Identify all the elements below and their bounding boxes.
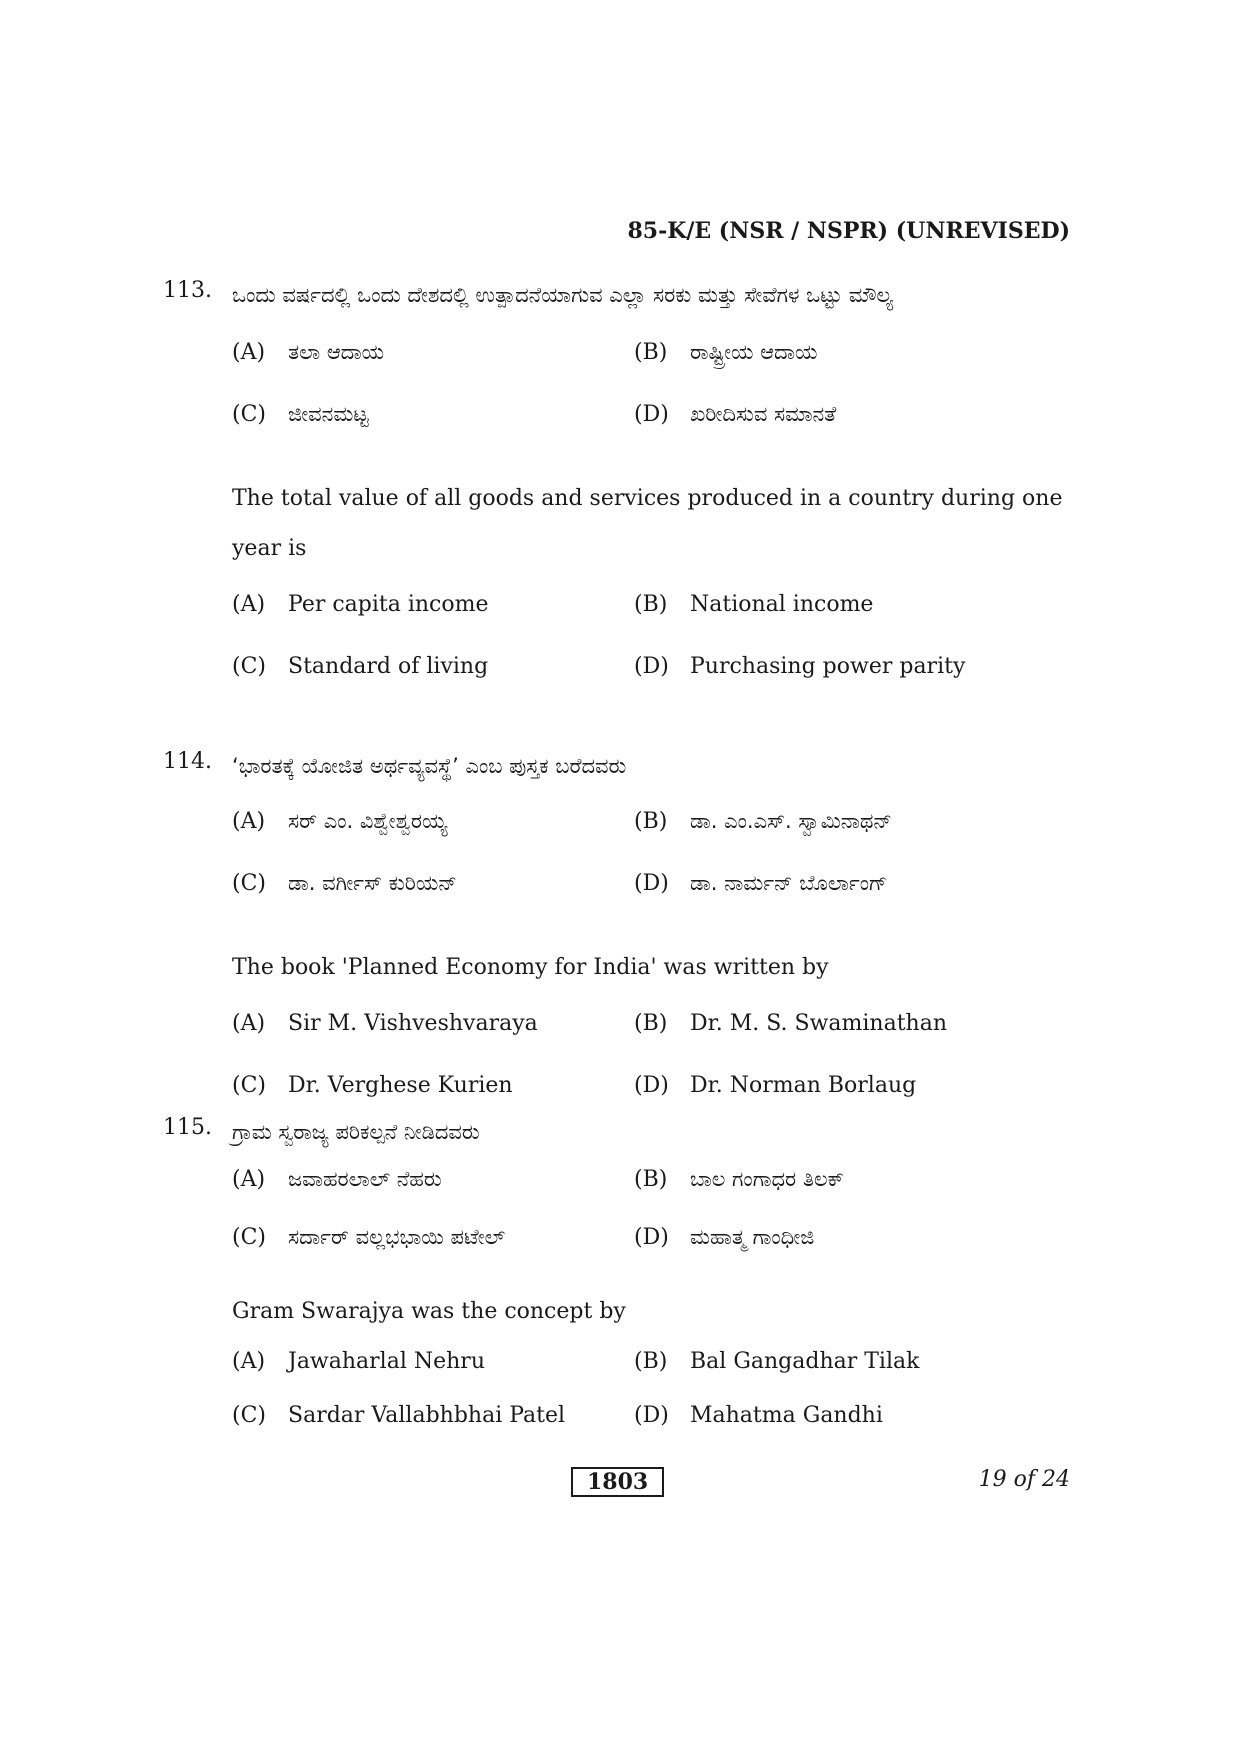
option-b-kannada: (B) ಡಾ. ಎಂ.ಎಸ್. ಸ್ವಾಮಿನಾಥನ್: [634, 809, 892, 834]
option-c-kannada: (C) ಜೀವನಮಟ್ಟ: [232, 402, 369, 427]
options-kannada: [232, 809, 1075, 933]
option-c-kannada: (C) ಸರ್ದಾರ್ ವಲ್ಲಭಭಾಯಿ ಪಟೇಲ್: [232, 1225, 506, 1250]
page-count: 19 of 24: [978, 1467, 1070, 1492]
option-b-english: (B) Bal Gangadhar Tilak: [634, 1349, 920, 1374]
option-d-english: (D) Mahatma Gandhi: [634, 1403, 883, 1428]
option-d-english: (D) Dr. Norman Borlaug: [634, 1073, 917, 1098]
options-english: [232, 1349, 1075, 1457]
options-kannada: [232, 340, 1075, 464]
option-c-english: (C) Standard of living: [232, 654, 489, 679]
option-a-kannada: (A) ತಲಾ ಆದಾಯ: [232, 340, 385, 365]
option-d-kannada: (D) ಮಹಾತ್ಮ ಗಾಂಧೀಜಿ: [634, 1225, 815, 1250]
options-english: [232, 592, 1075, 716]
option-b-kannada: (B) ಬಾಲ ಗಂಗಾಧರ ತಿಲಕ್: [634, 1167, 844, 1192]
option-a-english: (A) Jawaharlal Nehru: [232, 1349, 485, 1374]
option-a-kannada: (A) ಜವಾಹರಲಾಲ್ ನೆಹರು: [232, 1167, 442, 1192]
question-115: [163, 1107, 1075, 1457]
question-text-kannada: ಗ್ರಾಮ ಸ್ವರಾಜ್ಯ ಪರಿಕಲ್ಪನೆ ನೀಡಿದವರು: [232, 1120, 480, 1144]
option-c-kannada: (C) ಡಾ. ವರ್ಗೀಸ್ ಕುರಿಯನ್: [232, 871, 457, 896]
option-a-english: (A) Sir M. Vishveshvaraya: [232, 1011, 538, 1036]
option-c-english: (C) Sardar Vallabhbhai Patel: [232, 1403, 566, 1428]
option-b-english: (B) Dr. M. S. Swaminathan: [634, 1011, 948, 1036]
paper-code: 85-K/E (NSR / NSPR) (UNREVISED): [627, 218, 1070, 244]
question-number: 113.: [163, 278, 212, 303]
question-number: 114.: [163, 749, 212, 774]
question-114: [163, 741, 1075, 1135]
question-number: 115.: [163, 1115, 212, 1140]
question-text-english: The book 'Planned Economy for India' was written by: [232, 955, 829, 980]
question-text-english: The total value of all goods and services produced in a country during one year is: [232, 486, 1063, 561]
option-b-kannada: (B) ರಾಷ್ಟ್ರೀಯ ಆದಾಯ: [634, 340, 818, 365]
option-d-kannada: (D) ಡಾ. ನಾರ್ಮನ್ ಬೊರ್ಲಾಂಗ್: [634, 871, 888, 896]
question-text-kannada: ‘ಭಾರತಕ್ಕೆ ಯೋಜಿತ ಅರ್ಥವ್ಯವಸ್ಥೆ’ ಎಂಬ ಪುಸ್ತಕ ಬರೆದವರು: [232, 754, 627, 778]
page-number-box: 1803: [571, 1467, 664, 1497]
option-c-english: (C) Dr. Verghese Kurien: [232, 1073, 513, 1098]
question-text-kannada: ಒಂದು ವರ್ಷದಲ್ಲಿ ಒಂದು ದೇಶದಲ್ಲಿ ಉತ್ಪಾದನೆಯಾಗುವ ಎಲ್ಲಾ ಸರಕು ಮತ್ತು ಸೇವೆಗಳ ಒಟ್ಟು ಮೌಲ್ಯ: [232, 283, 894, 307]
option-a-english: (A) Per capita income: [232, 592, 489, 617]
options-kannada: [232, 1167, 1075, 1283]
option-d-english: (D) Purchasing power parity: [634, 654, 966, 679]
option-d-kannada: (D) ಖರೀದಿಸುವ ಸಮಾನತೆ: [634, 402, 837, 427]
option-a-kannada: (A) ಸರ್ ಎಂ. ವಿಶ್ವೇಶ್ವರಯ್ಯ: [232, 809, 448, 834]
option-b-english: (B) National income: [634, 592, 874, 617]
question-text-english: Gram Swarajya was the concept by: [232, 1299, 626, 1324]
question-113: [163, 270, 1075, 716]
